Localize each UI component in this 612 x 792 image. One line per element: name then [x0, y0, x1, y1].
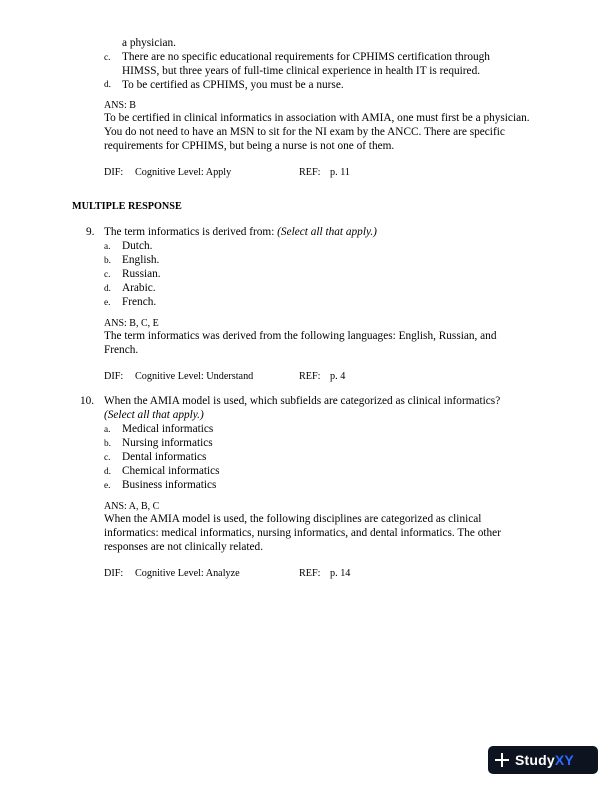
q9-rationale-line2: French.: [104, 344, 139, 356]
brand-suffix: XY: [554, 752, 574, 768]
q9-dif-label: DIF:: [104, 371, 124, 382]
q10-option-text: Nursing informatics: [122, 437, 213, 449]
q10-option-text: Dental informatics: [122, 451, 207, 463]
q9-option-letter: b.: [104, 256, 111, 266]
q8-option-c-letter: c.: [104, 53, 111, 63]
section-heading: MULTIPLE RESPONSE: [72, 201, 182, 212]
q9-stem: [104, 226, 377, 239]
q8-dif-value: Cognitive Level: Apply: [135, 167, 232, 178]
q9-option-text: English.: [122, 254, 160, 266]
q9-ref-label: REF:: [299, 371, 321, 382]
q9-option-text: Dutch.: [122, 240, 153, 252]
q10-dif-value: Cognitive Level: Analyze: [135, 568, 240, 579]
q10-option-letter: b.: [104, 439, 111, 449]
q10-answer: ANS: A, B, C: [104, 501, 160, 512]
q9-option-text: Arabic.: [122, 282, 156, 294]
q10-option-letter: e.: [104, 481, 111, 491]
studyxy-badge[interactable]: [488, 746, 598, 774]
q10-stem-instruction: (Select all that apply.): [104, 409, 204, 421]
q9-rationale-line1: The term informatics was derived from the following languages: English, Russian, and: [104, 330, 497, 342]
q8-option-c-line1: There are no specific educational requirements for CPHIMS certification through: [122, 51, 490, 63]
q10-number: 10.: [80, 395, 95, 407]
q8-answer: ANS: B: [104, 100, 136, 111]
q10-option-text: Business informatics: [122, 479, 217, 491]
q9-stem-text: The term informatics is derived from:: [104, 226, 278, 238]
q8-ref-value: p. 11: [330, 167, 350, 178]
q9-option-text: Russian.: [122, 268, 161, 280]
q8-dif-label: DIF:: [104, 167, 124, 178]
q9-answer: ANS: B, C, E: [104, 318, 159, 329]
q10-rationale-line1: When the AMIA model is used, the following disciplines are categorized as clinical: [104, 513, 482, 525]
q8-option-d-text: To be certified as CPHIMS, you must be a nurse.: [122, 79, 344, 91]
q10-option-letter: d.: [104, 467, 111, 477]
q10-dif-label: DIF:: [104, 568, 124, 579]
q10-ref-label: REF:: [299, 568, 321, 579]
q9-number: 9.: [86, 226, 95, 238]
q8-rationale-line1: To be certified in clinical informatics in association with AMIA, one must first be a physician.: [104, 112, 530, 124]
q10-rationale-line3: responses are not clinically related.: [104, 541, 264, 553]
q10-option-text: Medical informatics: [122, 423, 214, 435]
q8-rationale-line3: requirements for CPHIMS, but being a nurse is not one of them.: [104, 140, 395, 152]
q8-option-b-continuation: a physician.: [122, 37, 176, 49]
q9-option-letter: e.: [104, 298, 111, 308]
q9-option-letter: a.: [104, 242, 111, 252]
q10-option-letter: a.: [104, 425, 111, 435]
q10-ref-value: p. 14: [330, 568, 351, 579]
q9-stem-instruction: (Select all that apply.): [277, 226, 377, 238]
q10-rationale-line2: informatics: medical informatics, nursing informatics, and dental informatics. The other: [104, 527, 501, 539]
q9-option-letter: d.: [104, 284, 111, 294]
q8-option-d-letter: d.: [104, 80, 111, 90]
brand-prefix: Study: [515, 752, 555, 768]
q10-option-text: Chemical informatics: [122, 465, 220, 477]
q9-option-text: French.: [122, 296, 157, 308]
q8-rationale-line2: You do not need to have an MSN to sit for the NI exam by the ANCC. There are specific: [104, 126, 505, 138]
plus-icon: [494, 752, 510, 768]
q8-ref-label: REF:: [299, 167, 321, 178]
studyxy-brand-text: [515, 752, 574, 768]
q10-stem: When the AMIA model is used, which subfields are categorized as clinical informatics?: [104, 395, 501, 407]
q9-ref-value: p. 4: [330, 371, 346, 382]
q9-dif-value: Cognitive Level: Understand: [135, 371, 254, 382]
q10-option-letter: c.: [104, 453, 111, 463]
q9-option-letter: c.: [104, 270, 111, 280]
q8-option-c-line2: HIMSS, but three years of full-time clinical experience in health IT is required.: [122, 65, 481, 77]
